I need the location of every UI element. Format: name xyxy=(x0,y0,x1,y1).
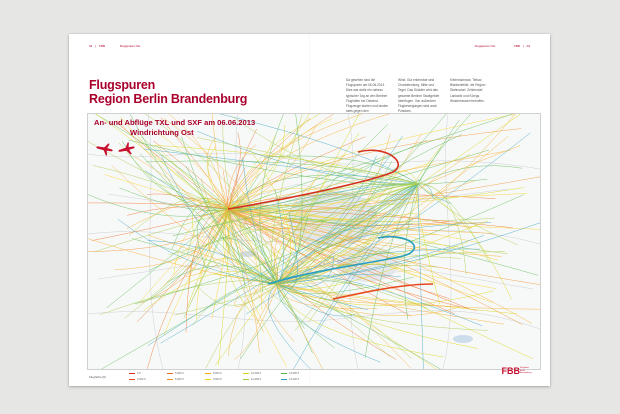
legend-text: 13.000 ft xyxy=(289,372,300,375)
legend-item xyxy=(243,378,261,381)
flight-tracks-graphic xyxy=(88,114,540,369)
text-column-1: Da gesehen sind die Flugspuren am 06.06.2013. Dies war dafür ein nahezu typischer Tag an den Berliner Flughäfen bei Ostwind. Flugzeuge starten und landen stets gegen den xyxy=(346,78,389,114)
flight-track xyxy=(144,271,278,311)
airplane-icon xyxy=(118,142,136,156)
legend-swatch xyxy=(281,373,287,374)
flight-track xyxy=(211,114,228,209)
legend-swatch xyxy=(243,379,249,380)
legend-swatch xyxy=(167,373,173,374)
legend-text: 5.000 ft xyxy=(175,372,184,375)
flight-track xyxy=(275,190,284,284)
running-title-left: Flugspuren Ost xyxy=(119,44,141,48)
title-line-2: Region Berlin Brandenburg xyxy=(89,92,248,106)
running-title-right: Flugspuren Ost xyxy=(474,44,496,48)
legend-text: 9.000 ft xyxy=(213,378,222,381)
airplane-icon xyxy=(96,142,114,156)
header-right: Flugspuren Ost FBB | 03 xyxy=(474,44,530,48)
document-spread xyxy=(69,34,550,386)
flight-track xyxy=(278,284,442,369)
legend-item xyxy=(205,378,222,381)
legend-item xyxy=(129,378,146,381)
legend-item xyxy=(243,372,261,375)
text-column-2: Wind. Gut erkennbar sind Charlottenburg, Mitte und Tegel. Das Südufer wird das gesamte Berliner Stadtgebiet überflogen. Von außerdem Flugbewegungen sind auch Potsdam, xyxy=(398,78,440,114)
flight-track xyxy=(88,236,278,284)
legend-item xyxy=(281,372,299,375)
legend-item xyxy=(167,372,184,375)
fbb-logo-tagline: Flughafen Berlin Brandenburg xyxy=(520,367,532,375)
legend-text: 10.000 ft xyxy=(251,372,262,375)
legend-label: Flughöhe (ft) xyxy=(89,375,107,379)
legend-swatch xyxy=(205,373,211,374)
page-number-left: 02 xyxy=(89,44,93,48)
fbb-logo-mark: FBB xyxy=(501,366,520,376)
legend-item xyxy=(167,378,184,381)
legend-item xyxy=(129,372,141,375)
legend-swatch xyxy=(129,373,135,374)
legend-swatch xyxy=(129,379,135,380)
altitude-legend xyxy=(129,372,329,386)
map-title: An- und Abflüge TXL und SXF am 06.06.2013 xyxy=(94,118,256,127)
legend-swatch xyxy=(205,379,211,380)
legend-text: 0 ft xyxy=(137,372,141,375)
legend-swatch xyxy=(281,379,287,380)
page-number-right: 03 xyxy=(526,44,530,48)
legend-text: 14.000 ft xyxy=(289,378,300,381)
legend-item xyxy=(205,372,222,375)
title-line-1: Flugspuren xyxy=(89,78,156,92)
flight-track xyxy=(93,114,278,284)
section-left: FBB xyxy=(99,44,105,48)
flight-track xyxy=(106,209,228,308)
flight-track xyxy=(184,209,228,319)
legend-swatch xyxy=(243,373,249,374)
legend-swatch xyxy=(167,379,173,380)
legend-item xyxy=(281,378,299,381)
map-subtitle: Windrichtung Ost xyxy=(130,128,194,137)
legend-text: 2.000 ft xyxy=(137,378,146,381)
flight-track xyxy=(415,145,442,185)
legend-text: 6.000 ft xyxy=(175,378,184,381)
legend-text: 12.000 ft xyxy=(251,378,262,381)
header-left: 02 | FBB Flugspuren Ost xyxy=(89,44,141,48)
flight-track-map xyxy=(87,113,541,370)
section-right: FBB xyxy=(514,44,520,48)
text-column-3: Kleinmachnow, Teltow, Blankenfelde, die Region Stahnsdorf, Zehlendorf, Lankwitz und Königs Wusterhausen betroffen. xyxy=(450,78,486,103)
legend-text: 8.000 ft xyxy=(213,372,222,375)
page-title xyxy=(89,78,247,106)
flight-track xyxy=(115,209,228,270)
